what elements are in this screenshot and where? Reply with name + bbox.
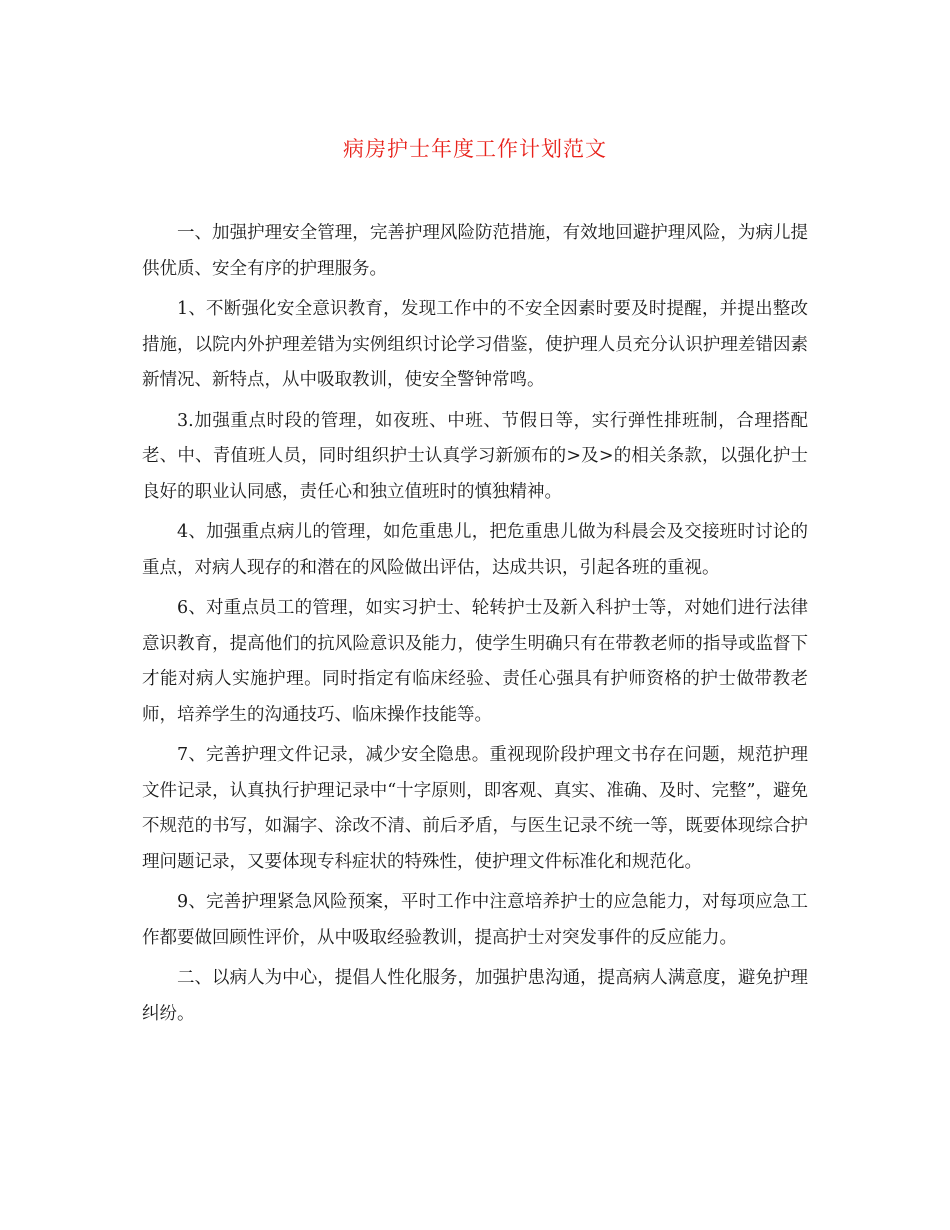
paragraph-8: 二、以病人为中心，提倡人性化服务，加强护患沟通，提高病人满意度，避免护理纠纷。 <box>142 968 808 1024</box>
paragraph-3: 3.加强重点时段的管理，如夜班、中班、节假日等，实行弹性排班制，合理搭配老、中、青值班人员，同时组织护士认真学习新颁布的>及>的相关条款，以强化护士良好的职业认同感，责任心和独立值班时的慎独精神。 <box>142 410 808 502</box>
paragraph-1: 一、加强护理安全管理，完善护理风险防范措施，有效地回避护理风险，为病儿提供优质、安全有序的护理服务。 <box>142 223 808 279</box>
document-body <box>142 216 808 1037</box>
paragraph-7: 9、完善护理紧急风险预案，平时工作中注意培养护士的应急能力，对每项应急工作都要做回顾性评价，从中吸取经验教训，提高护士对突发事件的反应能力。 <box>142 892 808 948</box>
paragraph-2: 1、不断强化安全意识教育，发现工作中的不安全因素时要及时提醒，并提出整改措施，以院内外护理差错为实例组织讨论学习借鉴，使护理人员充分认识护理差错因素新情况、新特点，从中吸取教训，使安全警钟常鸣。 <box>142 299 808 390</box>
paragraph-6: 7、完善护理文件记录，减少安全隐患。重视现阶段护理文书存在问题，规范护理文件记录，认真执行护理记录中“十字原则，即客观、真实、准确、及时、完整”，避免不规范的书写，如漏字、涂改不清、前后矛盾，与医生记录不统一等，既要体现综合护理问题记录，又要体现专科症状的特殊性，使护理文件标准化和规范化。 <box>142 745 808 872</box>
paragraph-4: 4、加强重点病儿的管理，如危重患儿，把危重患儿做为科晨会及交接班时讨论的重点，对病人现存的和潜在的风险做出评估，达成共识，引起各班的重视。 <box>142 522 808 578</box>
document-title: 病房护士年度工作计划范文 <box>343 137 607 161</box>
paragraph-5: 6、对重点员工的管理，如实习护士、轮转护士及新入科护士等，对她们进行法律意识教育，提高他们的抗风险意识及能力，使学生明确只有在带教老师的指导或监督下才能对病人实施护理。同时指定有临床经验、责任心强具有护师资格的护士做带教老师，培养学生的沟通技巧、临床操作技能等。 <box>142 598 808 725</box>
